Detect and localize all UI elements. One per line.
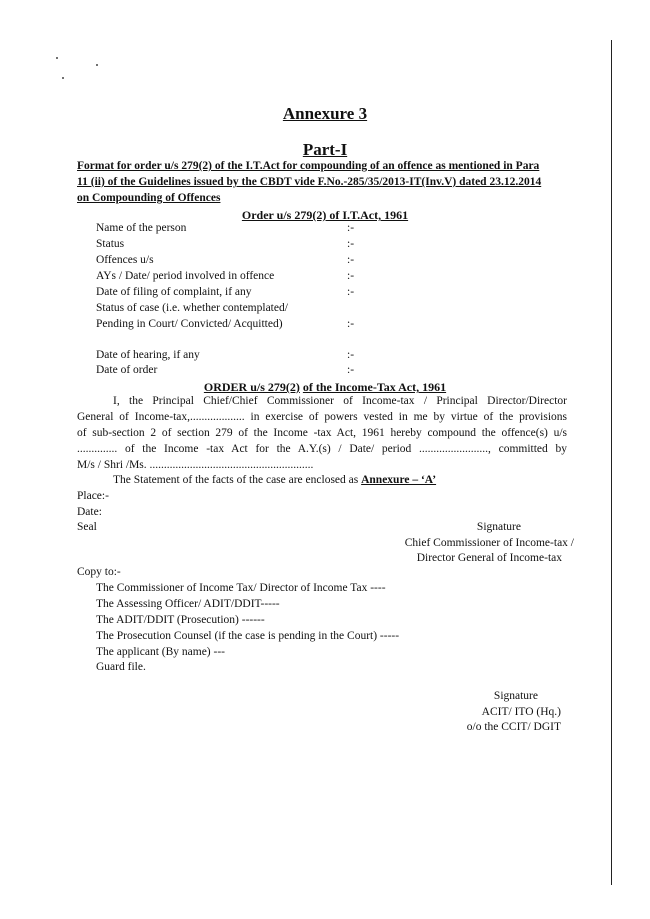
field-separator: :- [347, 238, 355, 250]
field-separator: :- [347, 318, 355, 330]
copy-item: The Prosecution Counsel (if the case is pending in the Court) ----- [96, 630, 400, 642]
field-label: AYs / Date/ period involved in offence [96, 270, 275, 282]
page-edge-rule [611, 40, 612, 885]
copy-item: Guard file. [96, 661, 146, 673]
order-heading-2-part2: of the Income-Tax Act, 1961 [302, 380, 447, 394]
seal-label: Seal [77, 521, 97, 533]
field-label: Date of order [96, 364, 158, 376]
field-separator: :- [347, 364, 355, 376]
place-label: Place:- [77, 490, 109, 502]
statement-line [113, 474, 436, 486]
order-body-line: of sub-section 2 of section 279 of the Income -tax Act, 1961 hereby compound the offence(s) u/s [77, 427, 567, 439]
order-body-line: I, the Principal Chief/Chief Commissioner of Income-tax / Principal Director/Director [113, 395, 567, 407]
copy-item: The ADIT/DDIT (Prosecution) ------ [96, 614, 265, 626]
format-heading-line-2: 11 (ii) of the Guidelines issued by the CBDT vide F.No.-285/35/2013-IT(Inv.V) dated 23.12.2014 [77, 176, 542, 188]
copy-item: The Commissioner of Income Tax/ Director of Income Tax ---- [96, 582, 386, 594]
field-separator: :- [347, 270, 355, 282]
copy-to-label: Copy to:- [77, 566, 121, 578]
field-label: Status [96, 238, 125, 250]
order-heading-2 [0, 380, 650, 395]
field-label: Offences u/s [96, 254, 154, 266]
field-separator: :- [347, 254, 355, 266]
field-label: Status of case (i.e. whether contemplated/ [96, 302, 288, 314]
field-separator: :- [347, 349, 355, 361]
annexure-title: Annexure 3 [282, 104, 368, 123]
field-separator: :- [347, 286, 355, 298]
annexure-a-reference: Annexure – ‘A’ [361, 474, 437, 486]
signatory-title: Director General of Income-tax [416, 552, 562, 564]
order-heading-2-part1: ORDER u/s 279(2) [203, 380, 300, 394]
order-body-line: .............. of the Income -tax Act for the A.Y.(s) / Date/ period ........................, committed by [77, 443, 567, 455]
copy-item: The Assessing Officer/ ADIT/DDIT----- [96, 598, 280, 610]
field-label: Date of hearing, if any [96, 349, 200, 361]
scan-speck [96, 64, 98, 66]
order-body-line: M/s / Shri /Ms. ......................................................... [77, 459, 314, 471]
order-body-line: General of Income-tax,................... in exercise of powers vested in me by virtue of the provisions [77, 411, 567, 423]
signatory-title: ACIT/ ITO (Hq.) [481, 706, 561, 718]
scan-speck [56, 57, 58, 59]
signatory-title: Chief Commissioner of Income-tax / [404, 537, 574, 549]
copy-item: The applicant (By name) --- [96, 646, 225, 658]
field-label: Date of filing of complaint, if any [96, 286, 252, 298]
field-label: Name of the person [96, 222, 187, 234]
date-label: Date: [77, 506, 102, 518]
part-title: Part-I [302, 140, 348, 159]
order-heading: Order u/s 279(2) of I.T.Act, 1961 [241, 208, 409, 222]
field-separator: :- [347, 222, 355, 234]
signature-label: Signature [493, 690, 538, 702]
format-heading-line-3: on Compounding of Offences [77, 192, 221, 204]
statement-text: The Statement of the facts of the case are enclosed as [113, 474, 359, 486]
signature-label: Signature [476, 521, 521, 533]
scan-speck [62, 77, 64, 79]
format-heading-line-1: Format for order u/s 279(2) of the I.T.Act for compounding of an offence as mentioned in Para [77, 160, 540, 172]
signatory-title: o/o the CCIT/ DGIT [466, 721, 561, 733]
field-label: Pending in Court/ Convicted/ Acquitted) [96, 318, 283, 330]
